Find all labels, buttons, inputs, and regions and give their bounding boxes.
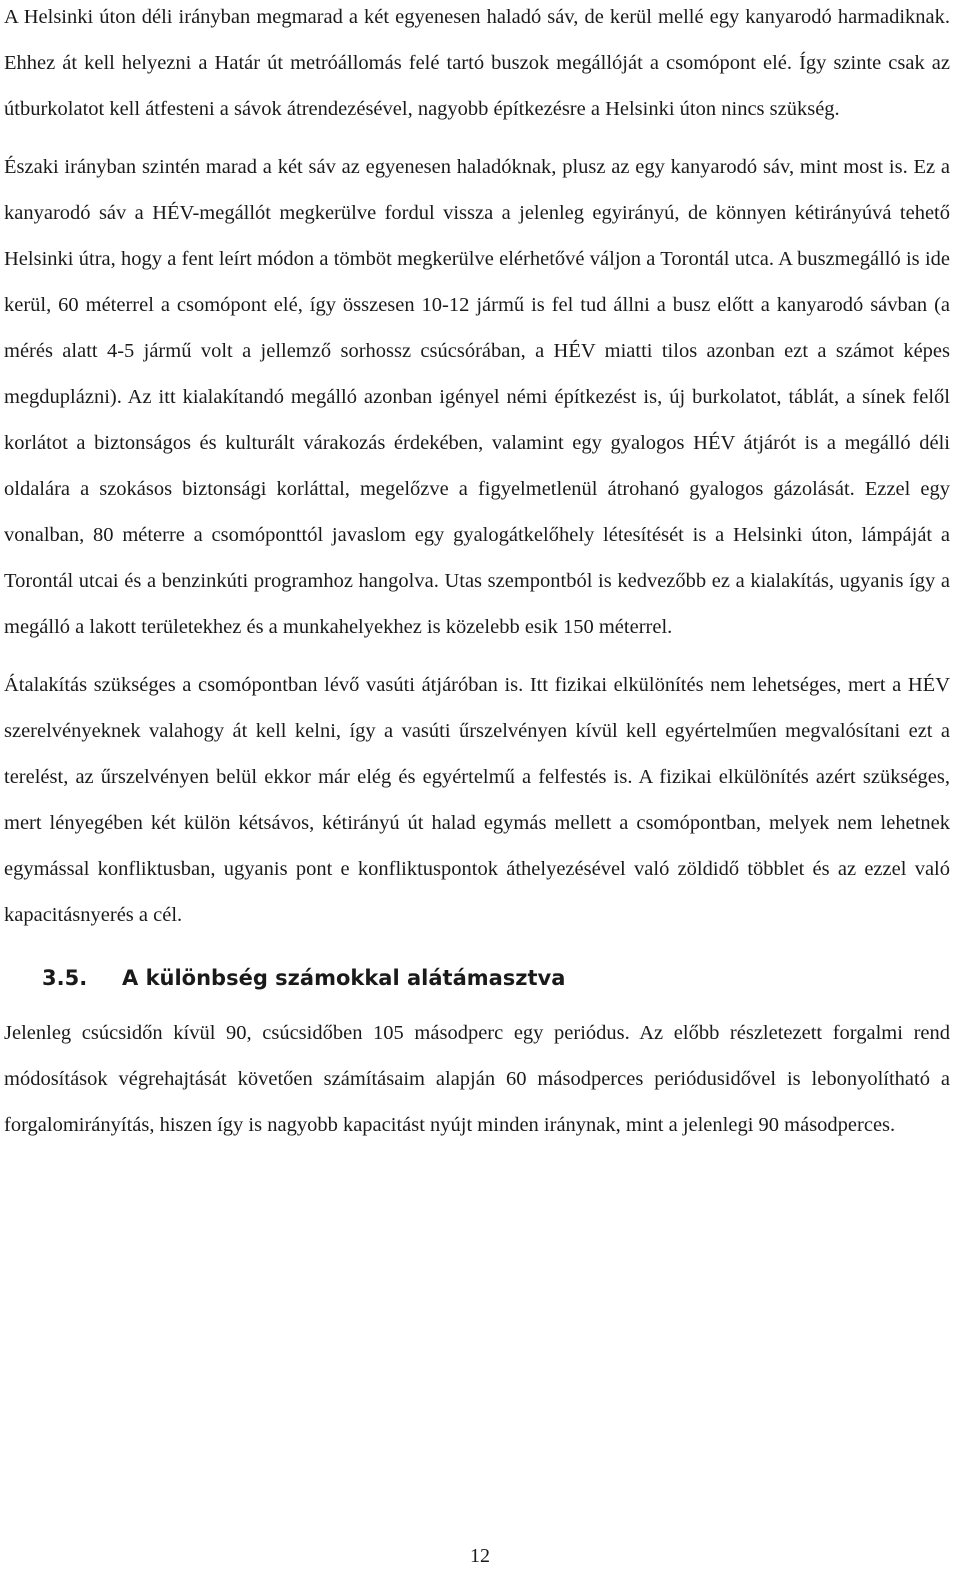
paragraph-northbound-lanes: Északi irányban szintén marad a két sáv az egyenesen haladóknak, plusz az egy kanyarodó sáv, mint most is. Ez a kanyarodó sáv a HÉV-megállót megkerülve fordul vissza a jelenleg egyirányú, de könnyen kétirányúvá tehető Helsinki útra, hogy a fent leírt módon a tömböt megkerülve elérhetővé váljon a Torontál utca. A buszmegálló is ide kerül, 60 méterrel a csomópont elé, így összesen 10-12 jármű is fel tud állni a busz előtt a kanyarodó sávban (a mérés alatt 4-5 jármű volt a jellemző sorhossz csúcsórában, a HÉV miatti tilos azonban ezt a számot képes megduplázni). Az itt kialakítandó megálló azonban igényel némi építkezést is, új burkolatot, táblát, a sínek felől korlátot a biztonságos és kulturált várakozás érdekében, valamint egy gyalogos HÉV átjárót is a megálló déli oldalára a szokásos biztonsági korláttal, megelőzve a figyelmetlenül átrohanó gyalogos gázolását. Ezzel egy vonalban, 80 méterre a csomóponttól javaslom egy gyalogátkelőhely létesítését is a Helsinki úton, lámpáját a Torontál utcai és a benzinkúti programhoz hangolva. Utas szempontból is kedvezőbb ez a kialakítás, ugyanis így a megálló a lakott területekhez és a munkahelyekhez is közelebb esik 150 méterrel. bbox=[4, 156, 950, 638]
paragraph-railway-crossing: Átalakítás szükséges a csomópontban lévő vasúti átjáróban is. Itt fizikai elkülönítés nem lehetséges, mert a HÉV szerelvényeknek valahogy át kell kelni, így a vasúti űrszelvényen kívül kell egyértelműen megvalósítani ezt a terelést, az űrszelvényen belül ekkor már elég és egyértelmű a felfestés is. A fizikai elkülönítés azért szükséges, mert lényegében két külön kétsávos, kétirányú út halad egymás mellett a csomópontban, melyek nem lehetnek egymással konfliktusban, ugyanis pont e konfliktuspontok áthelyezésével való zöldidő többlet és az ezzel való kapacitásnyerés a cél. bbox=[4, 674, 950, 926]
section-title: A különbség számokkal alátámasztva bbox=[122, 966, 566, 990]
paragraph-helsinki-south: A Helsinki úton déli irányban megmarad a két egyenesen haladó sáv, de kerül mellé egy kanyarodó harmadiknak. Ehhez át kell helyezni a Határ út metróállomás felé tartó buszok megállóját a csomópont elé. Így szinte csak az útburkolatot kell átfesteni a sávok átrendezésével, nagyobb építkezésre a Helsinki úton nincs szükség. bbox=[4, 6, 950, 120]
section-number: 3.5. bbox=[42, 966, 88, 990]
section-heading bbox=[4, 950, 950, 1006]
page-number: 12 bbox=[470, 1545, 490, 1567]
paragraph-cycle-time: Jelenleg csúcsidőn kívül 90, csúcsidőben 105 másodperc egy periódus. Az előbb részletezett forgalmi rend módosítások végrehajtását követően számításaim alapján 60 másodperces periódusidővel is lebonyolítható a forgalomirányítás, hiszen így is nagyobb kapacitást nyújt minden iránynak, mint a jelenlegi 90 másodperces. bbox=[4, 1022, 950, 1136]
